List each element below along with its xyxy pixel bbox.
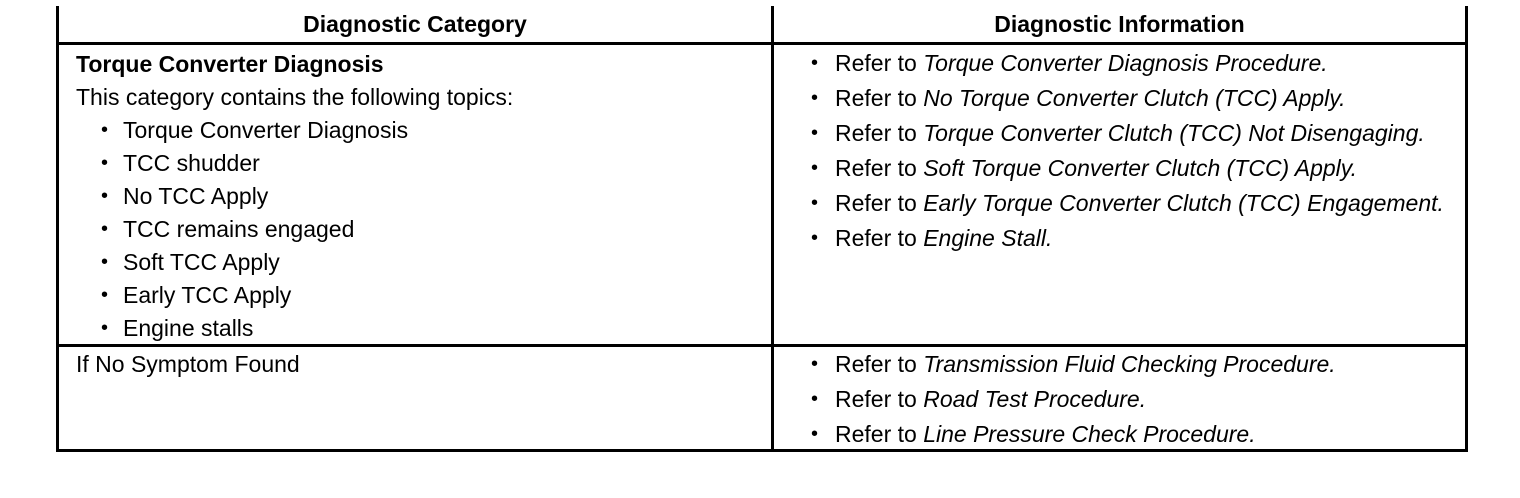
- reference-link[interactable]: Road Test Procedure.: [923, 386, 1147, 412]
- row-1-information-cell: [807, 50, 1457, 260]
- header-divider: [59, 42, 1465, 45]
- header-diagnostic-category: Diagnostic Category: [303, 10, 527, 37]
- row-1-category-cell: [76, 48, 756, 345]
- reference-item: [807, 351, 1457, 378]
- column-divider: [771, 6, 774, 449]
- reference-prefix: Refer to: [835, 386, 924, 412]
- reference-prefix: Refer to: [835, 351, 924, 377]
- topic-list: [76, 114, 756, 345]
- topic-item: • No TCC Apply: [101, 180, 756, 213]
- reference-item: [807, 120, 1457, 147]
- category-text: If No Symptom Found: [76, 351, 300, 377]
- category-title: Torque Converter Diagnosis: [76, 51, 384, 77]
- header-diagnostic-information: Diagnostic Information: [994, 10, 1245, 37]
- category-description: This category contains the following topics:: [76, 84, 514, 110]
- reference-list: [807, 50, 1457, 252]
- reference-link[interactable]: Early Torque Converter Clutch (TCC) Engagement.: [923, 190, 1444, 216]
- reference-item: [807, 225, 1457, 252]
- topic-item: • TCC remains engaged: [101, 213, 756, 246]
- topic-item: • Engine stalls: [101, 312, 756, 345]
- reference-item: [807, 85, 1457, 112]
- reference-prefix: Refer to: [835, 190, 924, 216]
- reference-link[interactable]: Torque Converter Clutch (TCC) Not Disengaging.: [923, 120, 1425, 146]
- reference-link[interactable]: Soft Torque Converter Clutch (TCC) Apply.: [923, 155, 1357, 181]
- reference-list: [807, 351, 1457, 448]
- reference-link[interactable]: Line Pressure Check Procedure.: [923, 421, 1256, 447]
- reference-item: [807, 190, 1457, 217]
- reference-prefix: Refer to: [835, 50, 924, 76]
- topic-item: • TCC shudder: [101, 147, 756, 180]
- reference-item: [807, 386, 1457, 413]
- topic-item: • Early TCC Apply: [101, 279, 756, 312]
- reference-item: [807, 421, 1457, 448]
- reference-prefix: Refer to: [835, 225, 924, 251]
- reference-link[interactable]: No Torque Converter Clutch (TCC) Apply.: [923, 85, 1346, 111]
- reference-prefix: Refer to: [835, 155, 924, 181]
- reference-prefix: Refer to: [835, 421, 924, 447]
- topic-item: • Torque Converter Diagnosis: [101, 114, 756, 147]
- row-2-information-cell: [807, 351, 1457, 456]
- reference-prefix: Refer to: [835, 120, 924, 146]
- topic-item: • Soft TCC Apply: [101, 246, 756, 279]
- reference-link[interactable]: Transmission Fluid Checking Procedure.: [923, 351, 1336, 377]
- reference-item: [807, 155, 1457, 182]
- reference-link[interactable]: Engine Stall.: [923, 225, 1053, 251]
- row-2-category-cell: [76, 348, 756, 380]
- reference-prefix: Refer to: [835, 85, 924, 111]
- diagnostic-table: [56, 6, 1468, 452]
- reference-item: [807, 50, 1457, 77]
- reference-link[interactable]: Torque Converter Diagnosis Procedure.: [923, 50, 1328, 76]
